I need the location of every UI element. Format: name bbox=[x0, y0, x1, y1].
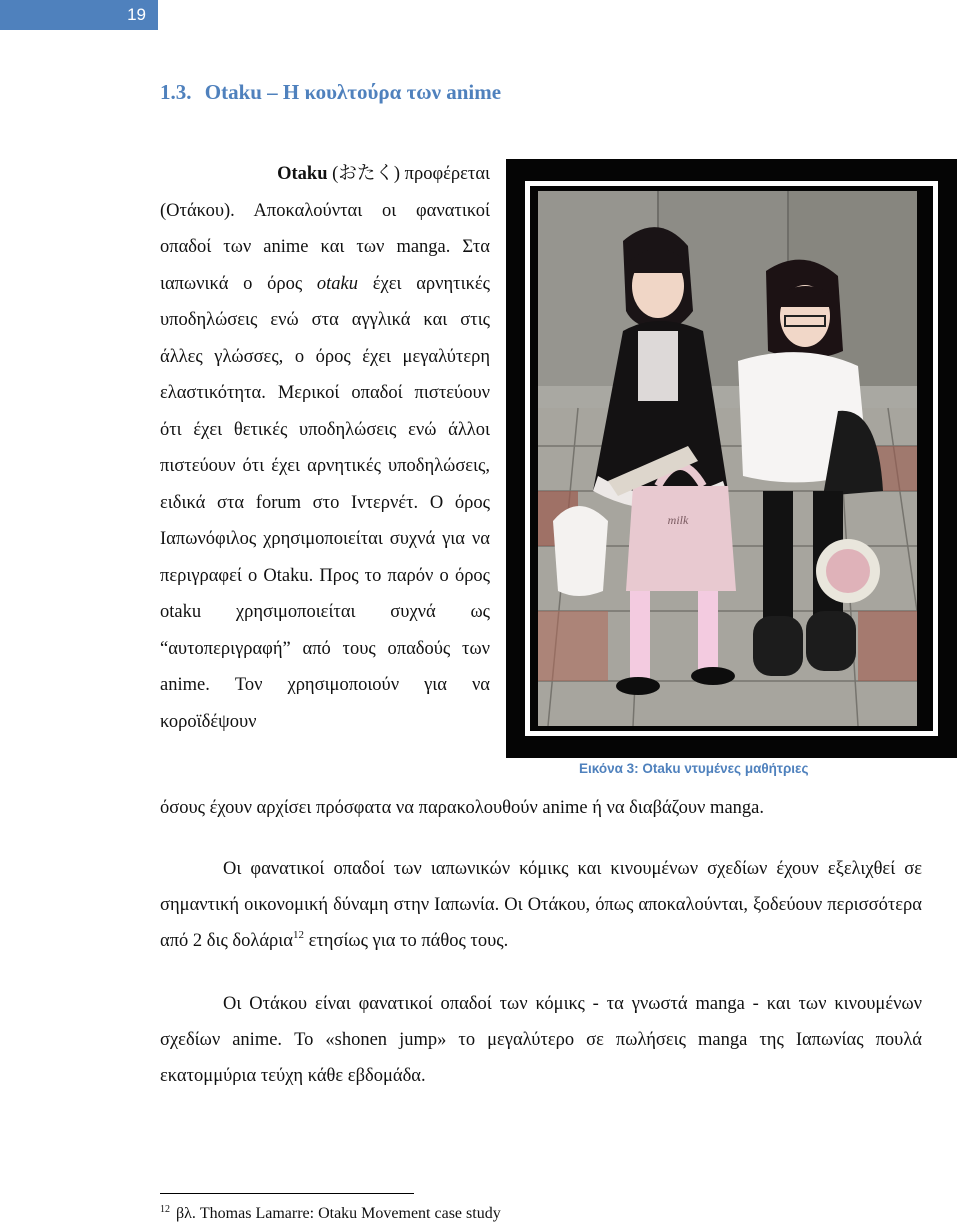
paragraph-2: Οι φανατικοί οπαδοί των ιαπωνικών κόμικς και κινουμένων σχεδίων έχουν εξελιχθεί σε σημαντική οικονομική δύναμη στην Ιαπωνία. Οι Οτάκου, όπως αποκαλούνται, ξοδεύουν περισσότερα από 2 δις δολάρια$^{12}$ ετησίως για το πάθος τους. bbox=[160, 859, 922, 951]
figure-caption: Εικόνα 3: Otaku ντυμένες μαθήτριες bbox=[579, 761, 809, 776]
section-number: 1.3. bbox=[160, 80, 192, 104]
intro-paragraph bbox=[160, 156, 490, 740]
footnote-ref[interactable]: 12 bbox=[292, 929, 304, 941]
intro-kana: おたく bbox=[338, 164, 394, 184]
figure-photo bbox=[538, 191, 917, 726]
intro-continuation: όσους έχουν αρχίσει πρόσφατα να παρακολουθούν anime ή να διαβάζουν manga. bbox=[160, 798, 764, 818]
page-number-badge bbox=[0, 0, 158, 30]
section-title: Otaku – Η κουλτούρα των anime bbox=[204, 80, 502, 104]
intro-lead: προφέρεται bbox=[404, 164, 490, 184]
paragraph-3: Οι Οτάκου είναι φανατικοί οπαδοί των κόμικς - τα γνωστά manga - και των κινουμένων σχεδίων anime. Το «shonen jump» το μεγαλύτερο σε πωλήσεις manga της Ιαπωνίας πουλά εκατομμύρια τεύχη κάθε εβδομάδα. bbox=[160, 994, 922, 1086]
intro-first-line: Otaku (おたく) προφέρεται bbox=[277, 164, 490, 184]
footnote-number: 12 bbox=[160, 1204, 170, 1215]
intro-text-part1: (Οτάκου). Αποκαλούνται οι φανατικοί οπαδοί των anime και των manga. Στα ιαπωνικά ο όρος bbox=[160, 200, 490, 294]
intro-text-part2: έχει αρνητικές υποδηλώσεις ενώ στα αγγλικά και στις άλλες γλώσσες, ο όρος έχει μεγαλύτερη ελαστικότητα. Μερικοί οπαδοί πιστεύουν ότι έχει θετικές υποδηλώσεις ενώ άλλοι πιστεύουν ότι έχει αρνητικές υποδηλώσεις, ειδικά στα forum στο Ιντερνέτ. Ο όρος Ιαπωνόφιλος χρησιμοποιείται συχνά για να περιγραφεί ο Otaku. Προς το παρόν ο όρος otaku χρησιμοποιείται συχνά ως “αυτοπεριγραφή” από τους οπαδούς των anime. Τον χρησιμοποιούν για να κοροϊδέψουν bbox=[160, 273, 490, 732]
intro-term: Otaku bbox=[277, 164, 328, 184]
figure-frame bbox=[506, 159, 957, 758]
footnote-text: βλ. Thomas Lamarre: Otaku Movement case study bbox=[176, 1205, 501, 1222]
footnote bbox=[160, 1204, 501, 1224]
section-heading bbox=[160, 80, 501, 105]
footnote-separator bbox=[160, 1193, 414, 1194]
intro-term-italic: otaku bbox=[316, 273, 358, 294]
page-number: 19 bbox=[127, 5, 146, 24]
bag-label: milk bbox=[667, 513, 689, 527]
